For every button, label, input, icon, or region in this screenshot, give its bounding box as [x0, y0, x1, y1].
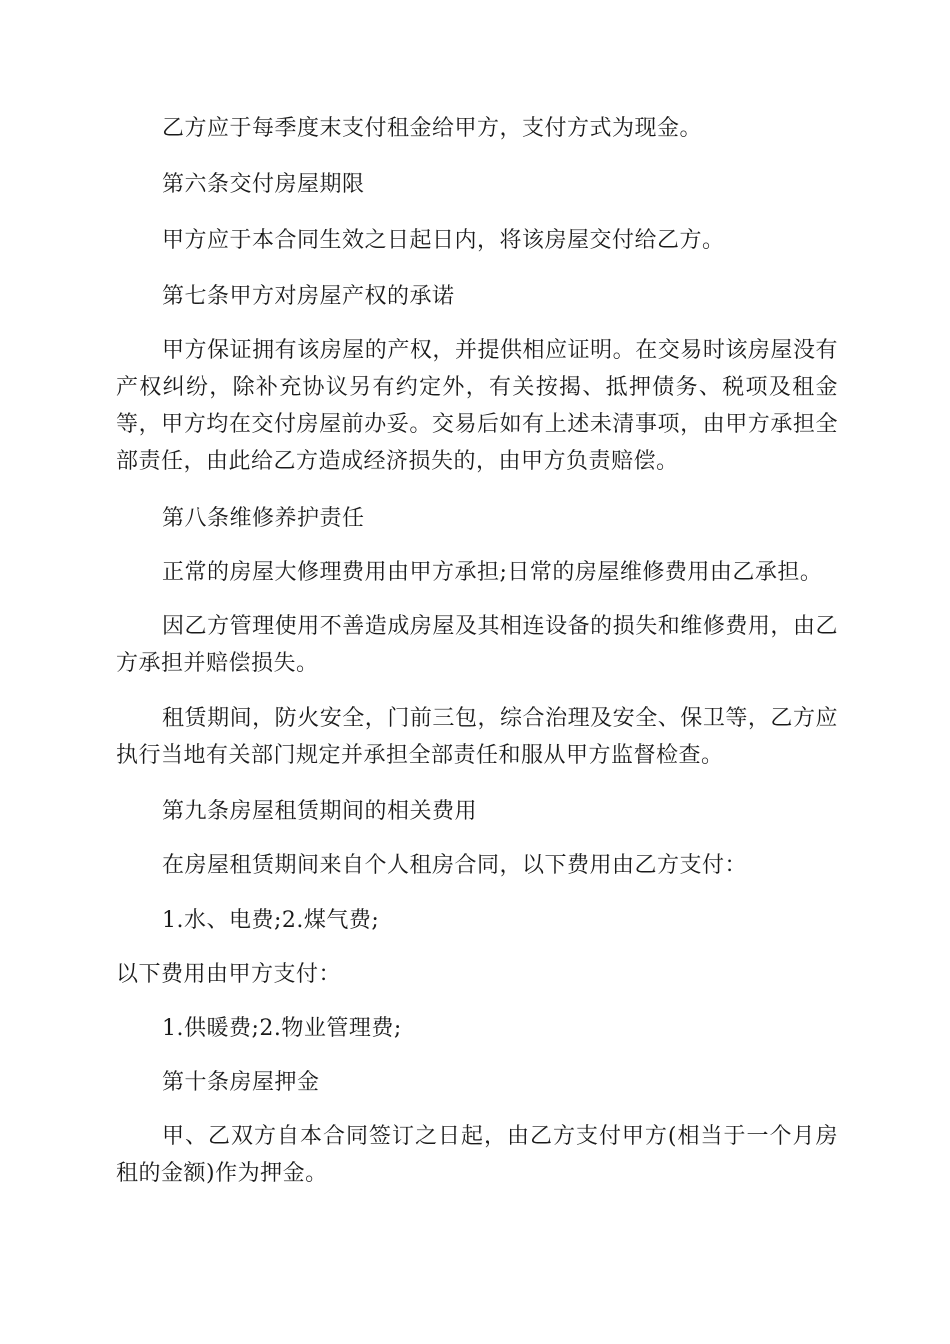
heading-article-6: 第六条交付房屋期限 [162, 172, 365, 197]
paragraph-ownership-guarantee: 甲方保证拥有该房屋的产权，并提供相应证明。在交易时该房屋没有产权纠纷，除补充协议另有约定外，有关按揭、抵押债务、税项及租金等，甲方均在交付房屋前办妥。交易后如有上述未清事项，由甲方承担全部责任，由此给乙方造成经济损失的，由甲方负责赔偿。 [116, 338, 838, 474]
heading-article-10: 第十条房屋押金 [162, 1070, 320, 1095]
heading-article-8: 第八条维修养护责任 [162, 506, 365, 531]
paragraph-safety-duties: 租赁期间，防火安全，门前三包，综合治理及安全、保卫等，乙方应执行当地有关部门规定并承担全部责任和服从甲方监督检查。 [116, 706, 838, 768]
paragraph-landlord-fees-intro: 以下费用由甲方支付： [116, 962, 342, 987]
paragraph-tenant-damage: 因乙方管理使用不善造成房屋及其相连设备的损失和维修费用，由乙方承担并赔偿损失。 [116, 614, 838, 676]
list-landlord-fees: 1.供暖费;2.物业管理费; [162, 1016, 402, 1041]
list-tenant-fees: 1.水、电费;2.煤气费; [162, 908, 380, 933]
heading-article-9: 第九条房屋租赁期间的相关费用 [162, 799, 478, 824]
paragraph-deposit: 甲、乙双方自本合同签订之日起，由乙方支付甲方(相当于一个月房租的金额)作为押金。 [116, 1124, 838, 1186]
paragraph-delivery: 甲方应于本合同生效之日起日内，将该房屋交付给乙方。 [162, 228, 725, 253]
paragraph-repair-costs: 正常的房屋大修理费用由甲方承担;日常的房屋维修费用由乙承担。 [162, 560, 823, 585]
heading-article-7: 第七条甲方对房屋产权的承诺 [162, 284, 455, 309]
paragraph-tenant-fees-intro: 在房屋租赁期间来自个人租房合同，以下费用由乙方支付： [162, 853, 748, 878]
paragraph-rent-payment: 乙方应于每季度末支付租金给甲方，支付方式为现金。 [162, 116, 703, 141]
